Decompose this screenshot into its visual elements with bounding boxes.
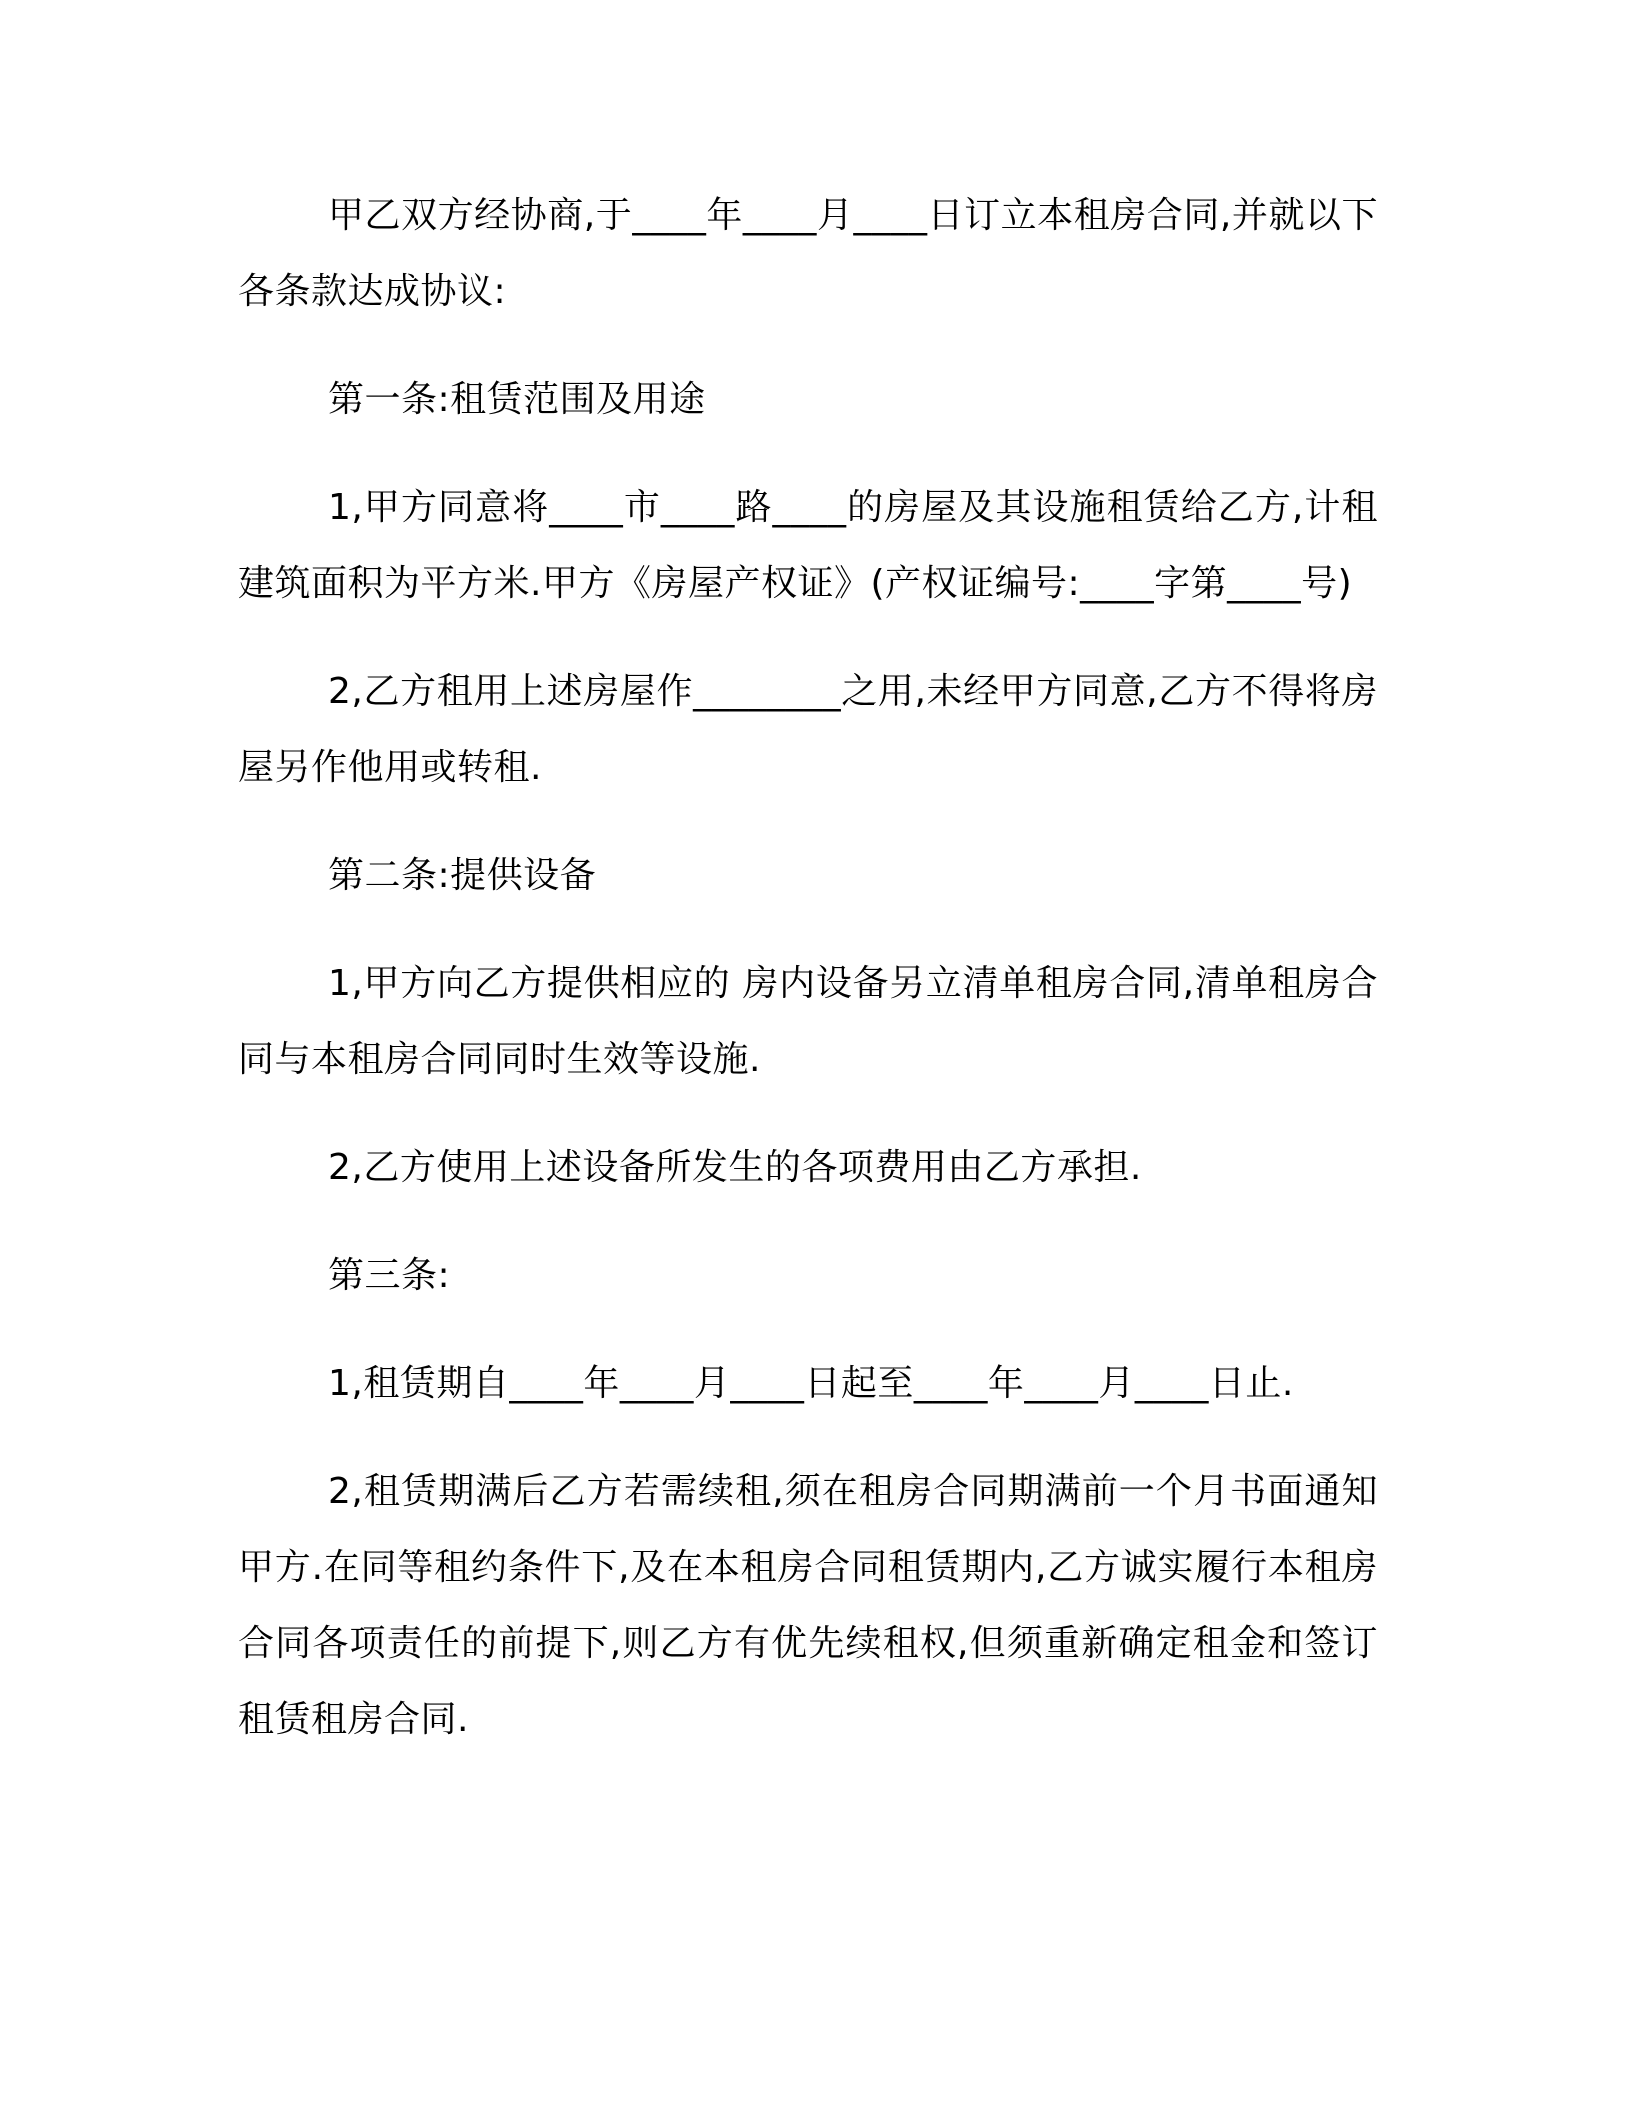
article-1-clause-1: 1,甲方同意将____市____路____的房屋及其设施租赁给乙方,计租建筑面积为平方米.甲方《房屋产权证》(产权证编号:____字第____号) [238,487,1378,604]
article-1-clause-2: 2,乙方租用上述房屋作________之用,未经甲方同意,乙方不得将房屋另作他用或转租. [238,671,1378,788]
article-2-clause-1: 1,甲方向乙方提供相应的 房内设备另立清单租房合同,清单租房合同与本租房合同同时生效等设施. [238,963,1378,1080]
article-2-heading: 第二条:提供设备 [328,855,597,896]
article-2-clause-2: 2,乙方使用上述设备所发生的各项费用由乙方承担. [328,1147,1142,1188]
article-3-heading: 第三条: [328,1255,451,1296]
article-3-clause-2: 2,租赁期满后乙方若需续租,须在租房合同期满前一个月书面通知甲方.在同等租约条件下,及在本租房合同租赁期内,乙方诚实履行本租房合同各项责任的前提下,则乙方有优先续租权,但须重新确定租金和签订租赁租房合同. [238,1471,1378,1740]
article-3-clause-1: 1,租赁期自____年____月____日起至____年____月____日止. [328,1363,1294,1404]
document-body [238,178,1378,1758]
intro-paragraph: 甲乙双方经协商,于____年____月____日订立本租房合同,并就以下各条款达成协议: [238,195,1378,312]
article-1-heading: 第一条:租赁范围及用途 [328,379,706,420]
